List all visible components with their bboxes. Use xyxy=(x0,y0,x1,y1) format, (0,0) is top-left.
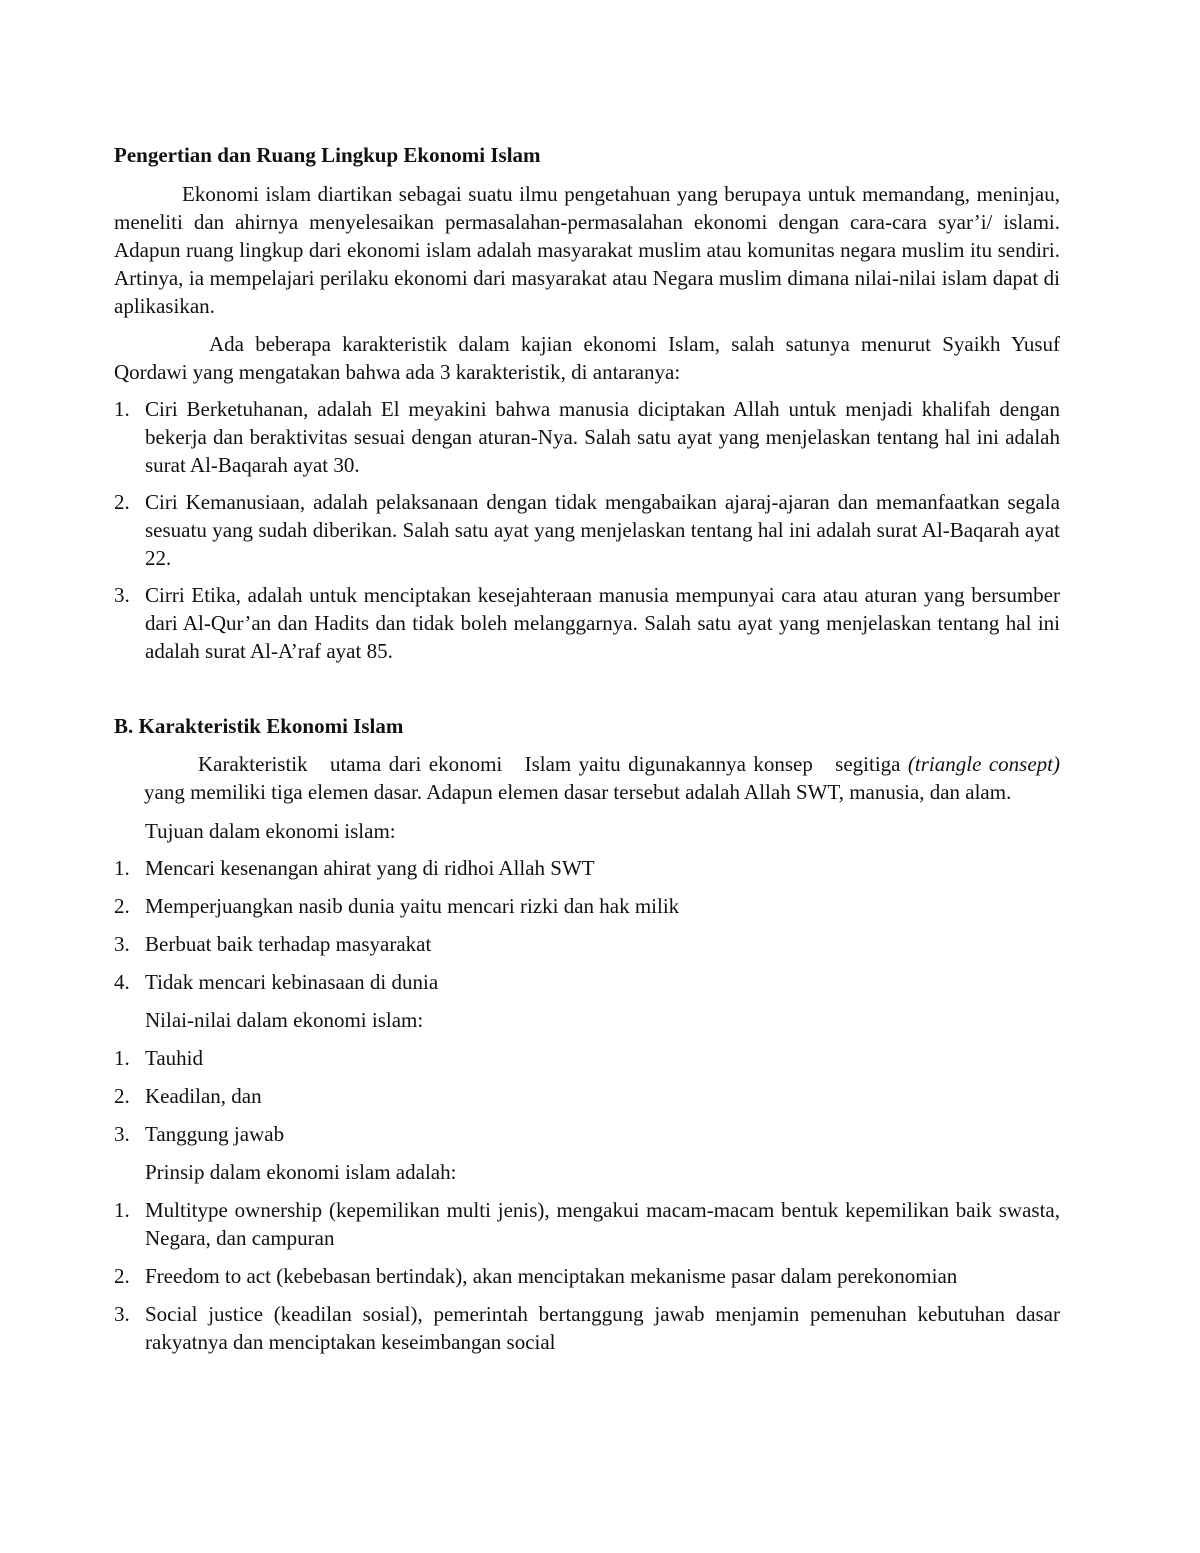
list-item xyxy=(114,1300,1060,1356)
list-number: 1. xyxy=(114,1198,130,1222)
intro-text-end: yang memiliki tiga elemen dasar. Adapun elemen dasar tersebut adalah Allah SWT, manusia, dan alam. xyxy=(144,752,1066,804)
list-item xyxy=(114,395,1060,479)
list-item-text: Berbuat baik terhadap masyarakat xyxy=(145,932,432,956)
list-item-text: Memperjuangkan nasib dunia yaitu mencari rizki dan hak milik xyxy=(145,894,680,918)
tujuan-label: Tujuan dalam ekonomi islam: xyxy=(145,819,396,843)
nilai-list xyxy=(114,1044,1060,1148)
list-item xyxy=(114,581,1060,665)
list-item xyxy=(114,1262,1060,1290)
list-number: 3. xyxy=(114,932,130,956)
list-item-text: Keadilan, dan xyxy=(145,1084,262,1108)
list-number: 2. xyxy=(114,1084,130,1108)
list-number: 2. xyxy=(114,490,130,514)
list-number: 3. xyxy=(114,1302,130,1326)
prinsip-list xyxy=(114,1196,1060,1356)
section-b-intro xyxy=(114,750,1066,806)
list-item xyxy=(114,1044,1060,1072)
document-page xyxy=(114,141,1066,1356)
list-item xyxy=(114,488,1060,572)
list-number: 1. xyxy=(114,1046,130,1070)
list-item-text: Ciri Berketuhanan, adalah El meyakini bahwa manusia diciptakan Allah untuk menjadi khalifah dengan bekerja dan beraktivitas sesuai dengan aturan-Nya. Salah satu ayat yang menjelaskan tentang hal ini adalah surat Al-Baqarah ayat 30. xyxy=(145,397,1060,477)
list-item xyxy=(114,1196,1060,1252)
list-number: 2. xyxy=(114,1264,130,1288)
section-a-paragraph-1: Ekonomi islam diartikan sebagai suatu ilmu pengetahuan yang berupaya untuk memandang, meninjau, meneliti dan ahirnya menyelesaikan permasalahan-permasalahan ekonomi dengan cara-cara syar’i/ islami. Adapun ruang lingkup dari ekonomi islam adalah masyarakat muslim atau komunitas negara muslim itu sendiri. Artinya, ia mempelajari perilaku ekonomi dari masyarakat atau Negara muslim dimana nilai-nilai islam dapat di aplikasikan. xyxy=(114,182,1060,318)
list-item-text: Cirri Etika, adalah untuk menciptakan kesejahteraan manusia mempunyai cara atau aturan yang bersumber dari Al-Qur’an dan Hadits dan tidak boleh melanggarnya. Salah satu ayat yang menjelaskan tentang hal ini adalah surat Al-A’raf ayat 85. xyxy=(145,583,1060,663)
list-item xyxy=(114,1120,1060,1148)
intro-text-italic: (triangle consept) xyxy=(907,752,1060,776)
list-number: 1. xyxy=(114,397,130,421)
intro-text-start: Karakteristik utama dari ekonomi Islam yaitu digunakannya konsep segitiga xyxy=(198,752,908,776)
list-item-text: Tidak mencari kebinasaan di dunia xyxy=(145,970,439,994)
list-item-text: Tauhid xyxy=(145,1046,204,1070)
tujuan-list xyxy=(114,854,1060,996)
list-item-text: Social justice (keadilan sosial), pemerintah bertanggung jawab menjamin pemenuhan kebutuhan dasar rakyatnya dan menciptakan keseimbangan social xyxy=(145,1302,1060,1354)
list-item xyxy=(114,968,1060,996)
list-item-text: Ciri Kemanusiaan, adalah pelaksanaan dengan tidak mengabaikan ajaraj-ajaran dan memanfaatkan segala sesuatu yang sudah diberikan. Salah satu ayat yang menjelaskan tentang hal ini adalah surat Al-Baqarah ayat 22. xyxy=(145,490,1060,570)
list-number: 3. xyxy=(114,1122,130,1146)
list-item xyxy=(114,1082,1060,1110)
list-number: 1. xyxy=(114,856,130,880)
karakteristik-list xyxy=(114,395,1060,665)
list-number: 3. xyxy=(114,583,130,607)
list-item xyxy=(114,892,1060,920)
prinsip-label: Prinsip dalam ekonomi islam adalah: xyxy=(145,1160,457,1184)
list-item-text: Multitype ownership (kepemilikan multi jenis), mengakui macam-macam bentuk kepemilikan baik swasta, Negara, dan campuran xyxy=(145,1198,1060,1250)
list-number: 2. xyxy=(114,894,130,918)
list-item-text: Tanggung jawab xyxy=(145,1122,285,1146)
section-a-paragraph-2: Ada beberapa karakteristik dalam kajian ekonomi Islam, salah satunya menurut Syaikh Yusuf Qordawi yang mengatakan bahwa ada 3 karakteristik, di antaranya: xyxy=(114,332,1060,384)
list-item xyxy=(114,930,1060,958)
list-item xyxy=(114,854,1060,882)
nilai-label: Nilai-nilai dalam ekonomi islam: xyxy=(145,1008,424,1032)
list-item-text: Freedom to act (kebebasan bertindak), akan menciptakan mekanisme pasar dalam perekonomian xyxy=(145,1264,958,1288)
section-b-title: B. Karakteristik Ekonomi Islam xyxy=(114,714,404,738)
section-a-title: Pengertian dan Ruang Lingkup Ekonomi Islam xyxy=(114,143,541,167)
list-number: 4. xyxy=(114,970,130,994)
list-item-text: Mencari kesenangan ahirat yang di ridhoi Allah SWT xyxy=(145,856,595,880)
